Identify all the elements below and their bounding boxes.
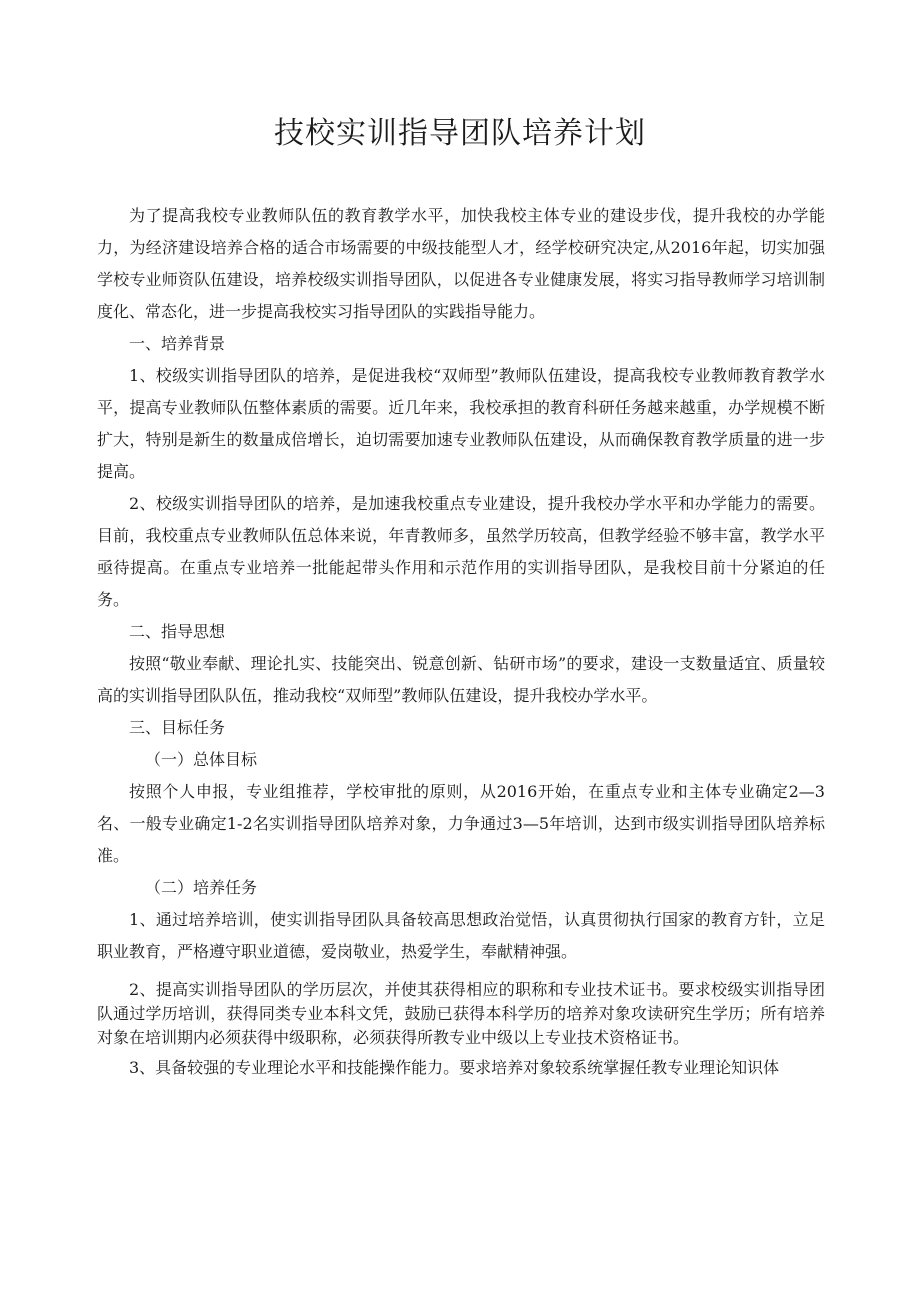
training-task-paragraph-3: 3、具备较强的专业理论水平和技能操作能力。要求培养对象较系统掌握任教专业理论知识体	[129, 1058, 780, 1077]
subsection-heading-training-tasks: （二）培养任务	[145, 878, 258, 897]
background-paragraph-1: 1、校级实训指导团队的培养，是促进我校“双师型”教师队伍建设，提高我校专业教师教育教学水平，提高专业教师队伍整体素质的需要。近几年来，我校承担的教育科研任务越来越重，办学规模不断扩大，特别是新生的数量成倍增长，迫切需要加速专业教师队伍建设，从而确保教育教学质量的进一步提高。	[97, 366, 825, 481]
training-task-paragraph-2: 2、提高实训指导团队的学历层次，并使其获得相应的职称和专业技术证书。要求校级实训指导团队通过学历培训，获得同类专业本科文凭，鼓励已获得本科学历的培养对象攻读研究生学历；所有培养对象在培训期内必须获得中级职称，必须获得所教专业中级以上专业技术资格证书。	[97, 980, 825, 1047]
intro-paragraph: 为了提高我校专业教师队伍的教育教学水平，加快我校主体专业的建设步伐，提升我校的办学能力，为经济建设培养合格的适合市场需要的中级技能型人才，经学校研究决定,从2016年起，切实加强学校专业师资队伍建设，培养校级实训指导团队，以促进各专业健康发展，将实习指导教师学习培训制度化、常态化，进一步提高我校实习指导团队的实践指导能力。	[97, 206, 825, 321]
section-heading-background: 一、培养背景	[129, 334, 226, 353]
subsection-heading-overall-goal: （一）总体目标	[145, 750, 258, 769]
document-body	[97, 200, 825, 1080]
document-title: 技校实训指导团队培养计划	[274, 116, 646, 151]
section-heading-guiding-thought: 二、指导思想	[129, 622, 226, 641]
training-task-paragraph-1: 1、通过培养培训，使实训指导团队具备较高思想政治觉悟，认真贯彻执行国家的教育方针，立足职业教育，严格遵守职业道德，爱岗敬业，热爱学生，奉献精神强。	[97, 910, 825, 961]
guiding-thought-paragraph: 按照“敬业奉献、理论扎实、技能突出、锐意创新、钻研市场”的要求，建设一支数量适宜、质量较高的实训指导团队队伍，推动我校“双师型”教师队伍建设，提升我校办学水平。	[97, 654, 825, 705]
background-paragraph-2: 2、校级实训指导团队的培养，是加速我校重点专业建设，提升我校办学水平和办学能力的需要。目前，我校重点专业教师队伍总体来说，年青教师多，虽然学历较高，但教学经验不够丰富，教学水平亟待提高。在重点专业培养一批能起带头作用和示范作用的实训指导团队，是我校目前十分紧迫的任务。	[97, 494, 825, 609]
overall-goal-paragraph: 按照个人申报，专业组推荐，学校审批的原则，从2016开始，在重点专业和主体专业确定2—3名、一般专业确定1-2名实训指导团队培养对象，力争通过3—5年培训，达到市级实训指导团队培养标准。	[97, 782, 825, 865]
section-heading-goals: 三、目标任务	[129, 718, 226, 737]
